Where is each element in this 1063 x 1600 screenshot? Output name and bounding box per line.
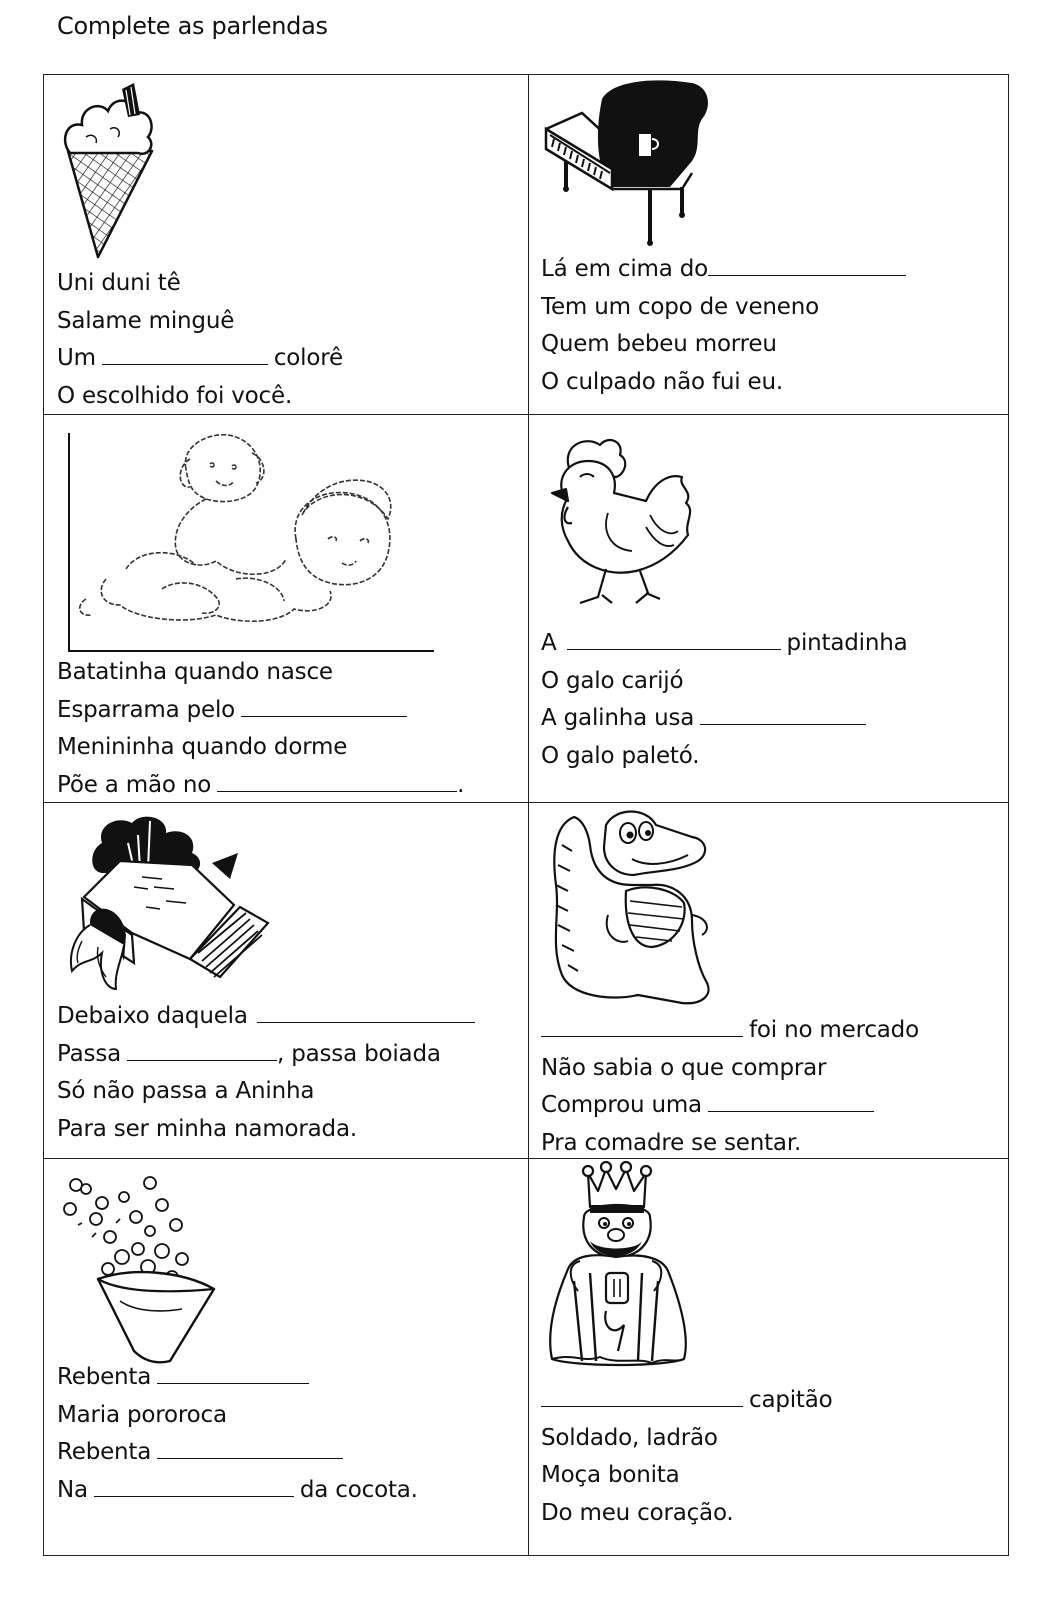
poem-line [541,625,907,663]
answer-blank[interactable] [567,629,781,650]
answer-blank[interactable] [127,1040,277,1061]
poem-text: da cocota. [299,1476,418,1503]
poem-text: Passa [57,1040,121,1067]
poem-text: Quem bebeu morreu [541,331,777,357]
poem-line [57,303,343,341]
poem-line [541,289,912,327]
poem-line [57,729,464,767]
poem-line [541,251,912,289]
king-icon [544,1161,690,1371]
poem-line [57,1434,418,1472]
poem-line [57,265,343,303]
answer-blank[interactable] [541,1016,743,1037]
poem-line [541,1125,919,1163]
poem-line [541,1050,919,1088]
poem-text: O galo paletó. [541,742,700,769]
poem-text: Menininha quando dorme [57,734,348,760]
poem-line [541,326,912,364]
poem-text: . [457,771,465,798]
poem-text: Soldado, ladrão [541,1424,718,1451]
poem-debaixo-daquela [57,998,481,1148]
poem-pipoca [57,1359,418,1509]
poem-text: foi no mercado [749,1017,919,1043]
poem-text: Salame minguê [57,307,235,334]
poem-text: Debaixo daquela [57,1003,248,1029]
poem-line [541,364,912,402]
popcorn-cone-icon [62,1175,216,1365]
answer-blank[interactable] [700,704,866,725]
poem-text: Rebenta [57,1364,152,1390]
poem-text: Comprou uma [541,1092,702,1118]
poem-text: Tem um copo de veneno [541,293,819,320]
answer-blank[interactable] [157,1438,343,1459]
poem-text: Do meu coração. [541,1499,734,1526]
bridge-icon [62,813,274,993]
poem-text: Põe a mão no [57,771,212,798]
ice-cream-cone-icon [60,81,160,261]
poem-line [57,1397,418,1435]
poem-text: capitão [749,1387,833,1413]
poem-text: Não sabia o que comprar [541,1054,827,1081]
parlendas-grid [43,74,1009,1556]
poem-line [57,1111,481,1149]
poem-line [541,1382,833,1420]
poem-batatinha [57,654,464,804]
hen-icon [550,431,700,611]
poem-text: Na [57,1476,88,1503]
poem-line [541,738,907,776]
poem-line [541,1495,833,1533]
poem-text: Moça bonita [541,1462,680,1488]
poem-text: Rebenta [57,1439,152,1465]
poem-text: Batatinha quando nasce [57,659,333,685]
answer-blank[interactable] [102,344,268,365]
answer-blank[interactable] [708,1091,874,1112]
poem-galinha [541,625,907,775]
poem-text: , passa boiada [277,1040,441,1067]
poem-text: Lá em cima do [541,256,709,282]
poem-line [57,767,464,805]
poem-text: pintadinha [786,630,908,656]
poem-line [57,340,343,378]
poem-line [57,1359,418,1397]
poem-line [57,654,464,692]
page-title: Complete as parlendas [57,12,328,40]
poem-text: Esparrama pelo [57,696,236,723]
poem-text: Um [57,345,96,371]
poem-la-em-cima [541,251,912,401]
poem-capitao [541,1382,833,1532]
poem-text: O escolhido foi você. [57,382,293,409]
poem-line [541,700,907,738]
poem-line [541,663,907,701]
poem-line [57,998,481,1036]
sleeping-girl-and-puppy-icon [66,429,438,655]
poem-text: Maria pororoca [57,1401,227,1428]
poem-line [57,1472,418,1510]
answer-blank[interactable] [257,1002,475,1023]
answer-blank[interactable] [541,1386,743,1407]
poem-text: Para ser minha namorada. [57,1115,357,1142]
crocodile-icon [542,805,722,1009]
answer-blank[interactable] [217,771,457,792]
poem-text: O galo carijó [541,667,684,694]
poem-line [541,1087,919,1125]
poem-line [541,1457,833,1495]
answer-blank[interactable] [94,1476,294,1497]
poem-text: A galinha usa [541,705,695,731]
poem-uni-duni-te [57,265,343,415]
poem-line [57,1073,481,1111]
poem-line [541,1012,919,1050]
answer-blank[interactable] [708,255,906,276]
poem-text: colorê [273,345,343,371]
poem-line [57,1036,481,1074]
poem-text: Só não passa a Aninha [57,1078,315,1104]
poem-line [57,692,464,730]
column-divider [528,75,529,1555]
poem-mercado [541,1012,919,1162]
answer-blank[interactable] [241,696,407,717]
grand-piano-icon [542,77,714,249]
poem-line [57,378,343,416]
poem-text: Pra comadre se sentar. [541,1129,802,1156]
poem-text: Uni duni tê [57,270,181,296]
poem-text: O culpado não fui eu. [541,368,783,395]
poem-line [541,1420,833,1458]
poem-text: A [541,630,557,656]
answer-blank[interactable] [157,1363,309,1384]
